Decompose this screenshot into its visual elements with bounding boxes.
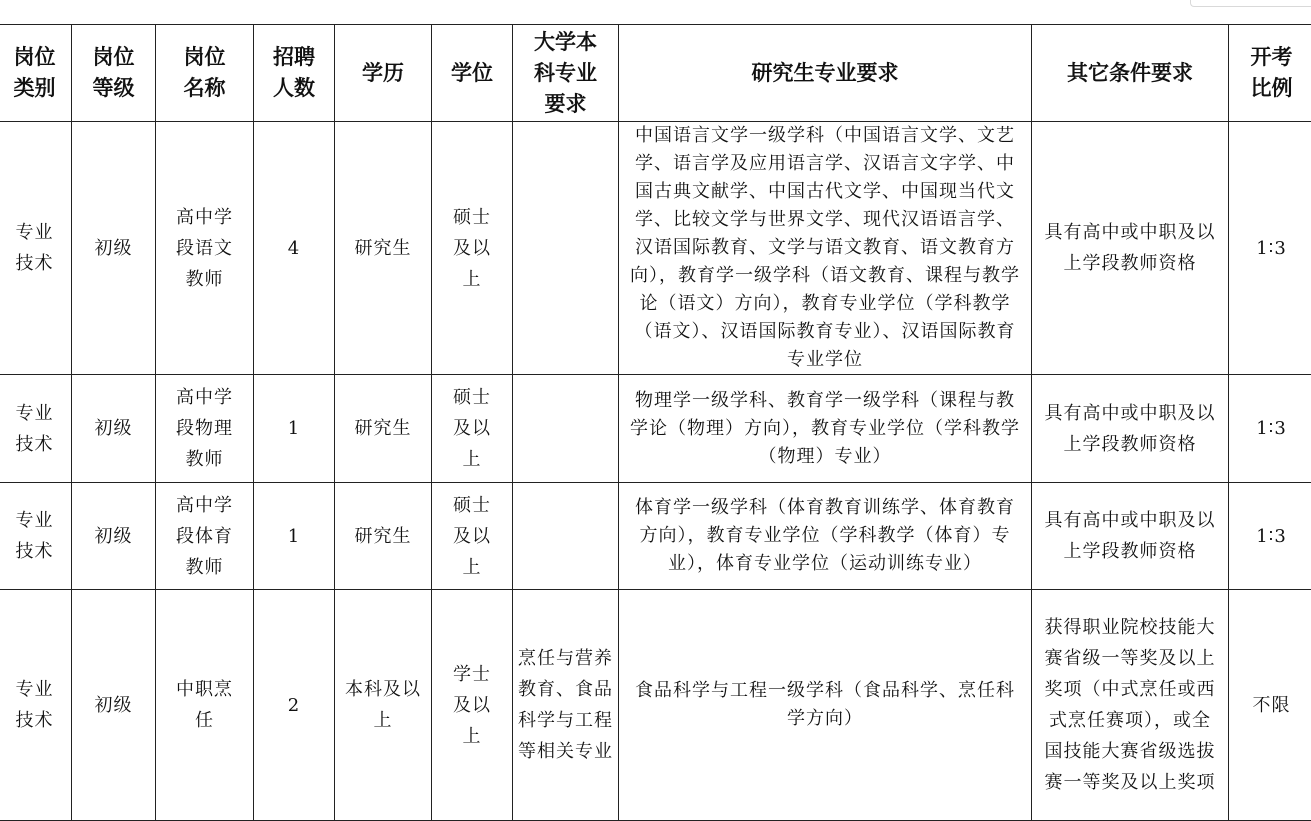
- cell-level: 初级: [72, 483, 156, 590]
- table-row: [0, 590, 1311, 821]
- header-undergrad-major: 大学本 科专业 要求: [513, 25, 619, 122]
- header-row: [0, 25, 1311, 122]
- header-grad-major: 研究生专业要求: [619, 25, 1032, 122]
- cell-undergrad-major: [513, 122, 619, 375]
- cell-grad-major: 中国语言文学一级学科（中国语言文学、文艺学、语言学及应用语言学、汉语言文字学、中国古典文献学、中国古代文学、中国现当代文学、比较文学与世界文学、现代汉语语言学、汉语国际教育、文学与语文教育、语文教育方向），教育学一级学科（语文教育、课程与教学论（语文）方向），教育专业学位（学科教学（语文）、汉语国际教育专业）、汉语国际教育专业学位: [619, 122, 1032, 375]
- header-category: 岗位 类别: [0, 25, 72, 122]
- cell-grad-major: 体育学一级学科（体育教育训练学、体育教育方向），教育专业学位（学科教学（体育）专业），体育专业学位（运动训练专业）: [619, 483, 1032, 590]
- cell-name: 中职烹 任: [156, 590, 254, 821]
- cell-other-requirements: 具有高中或中职及以上学段教师资格: [1032, 375, 1229, 483]
- cell-count: 4: [254, 122, 335, 375]
- cell-exam-ratio: 1∶3: [1229, 122, 1311, 375]
- table-row: [0, 375, 1311, 483]
- cell-level: 初级: [72, 375, 156, 483]
- cell-education: 本科及以上: [335, 590, 432, 821]
- cell-count: 1: [254, 483, 335, 590]
- header-education: 学历: [335, 25, 432, 122]
- job-requirements-table: [0, 24, 1311, 821]
- cell-level: 初级: [72, 122, 156, 375]
- cell-level: 初级: [72, 590, 156, 821]
- cell-category: 专业 技术: [0, 375, 72, 483]
- cell-name: 高中学 段物理 教师: [156, 375, 254, 483]
- cell-undergrad-major: [513, 483, 619, 590]
- cell-undergrad-major: 烹任与营养教育、食品科学与工程等相关专业: [513, 590, 619, 821]
- table-row: [0, 483, 1311, 590]
- cell-grad-major: 食品科学与工程一级学科（食品科学、烹任科学方向）: [619, 590, 1032, 821]
- cell-education: 研究生: [335, 122, 432, 375]
- cell-category: 专业 技术: [0, 122, 72, 375]
- cell-name: 高中学 段体育 教师: [156, 483, 254, 590]
- cell-name: 高中学 段语文 教师: [156, 122, 254, 375]
- header-other-requirements: 其它条件要求: [1032, 25, 1229, 122]
- cell-other-requirements: 具有高中或中职及以上学段教师资格: [1032, 122, 1229, 375]
- cell-exam-ratio: 不限: [1229, 590, 1311, 821]
- cell-other-requirements: 具有高中或中职及以上学段教师资格: [1032, 483, 1229, 590]
- cell-education: 研究生: [335, 375, 432, 483]
- cell-exam-ratio: 1∶3: [1229, 483, 1311, 590]
- cell-degree: 学士 及以 上: [432, 590, 513, 821]
- header-name: 岗位 名称: [156, 25, 254, 122]
- header-degree: 学位: [432, 25, 513, 122]
- cell-count: 1: [254, 375, 335, 483]
- cell-degree: 硕士 及以 上: [432, 375, 513, 483]
- cell-count: 2: [254, 590, 335, 821]
- cell-degree: 硕士 及以 上: [432, 122, 513, 375]
- header-exam-ratio: 开考 比例: [1229, 25, 1311, 122]
- header-count: 招聘 人数: [254, 25, 335, 122]
- cell-degree: 硕士 及以 上: [432, 483, 513, 590]
- cell-education: 研究生: [335, 483, 432, 590]
- header-level: 岗位 等级: [72, 25, 156, 122]
- cell-exam-ratio: 1∶3: [1229, 375, 1311, 483]
- cell-undergrad-major: [513, 375, 619, 483]
- cell-other-requirements: 获得职业院校技能大赛省级一等奖及以上奖项（中式烹任或西式烹任赛项），或全国技能大赛省级选拔赛一等奖及以上奖项: [1032, 590, 1229, 821]
- cell-category: 专业 技术: [0, 590, 72, 821]
- cell-grad-major: 物理学一级学科、教育学一级学科（课程与教学论（物理）方向），教育专业学位（学科教学（物理）专业）: [619, 375, 1032, 483]
- top-bar-tab-edge: [1190, 0, 1311, 7]
- cell-category: 专业 技术: [0, 483, 72, 590]
- table-row: [0, 122, 1311, 375]
- top-bar: [0, 0, 1311, 24]
